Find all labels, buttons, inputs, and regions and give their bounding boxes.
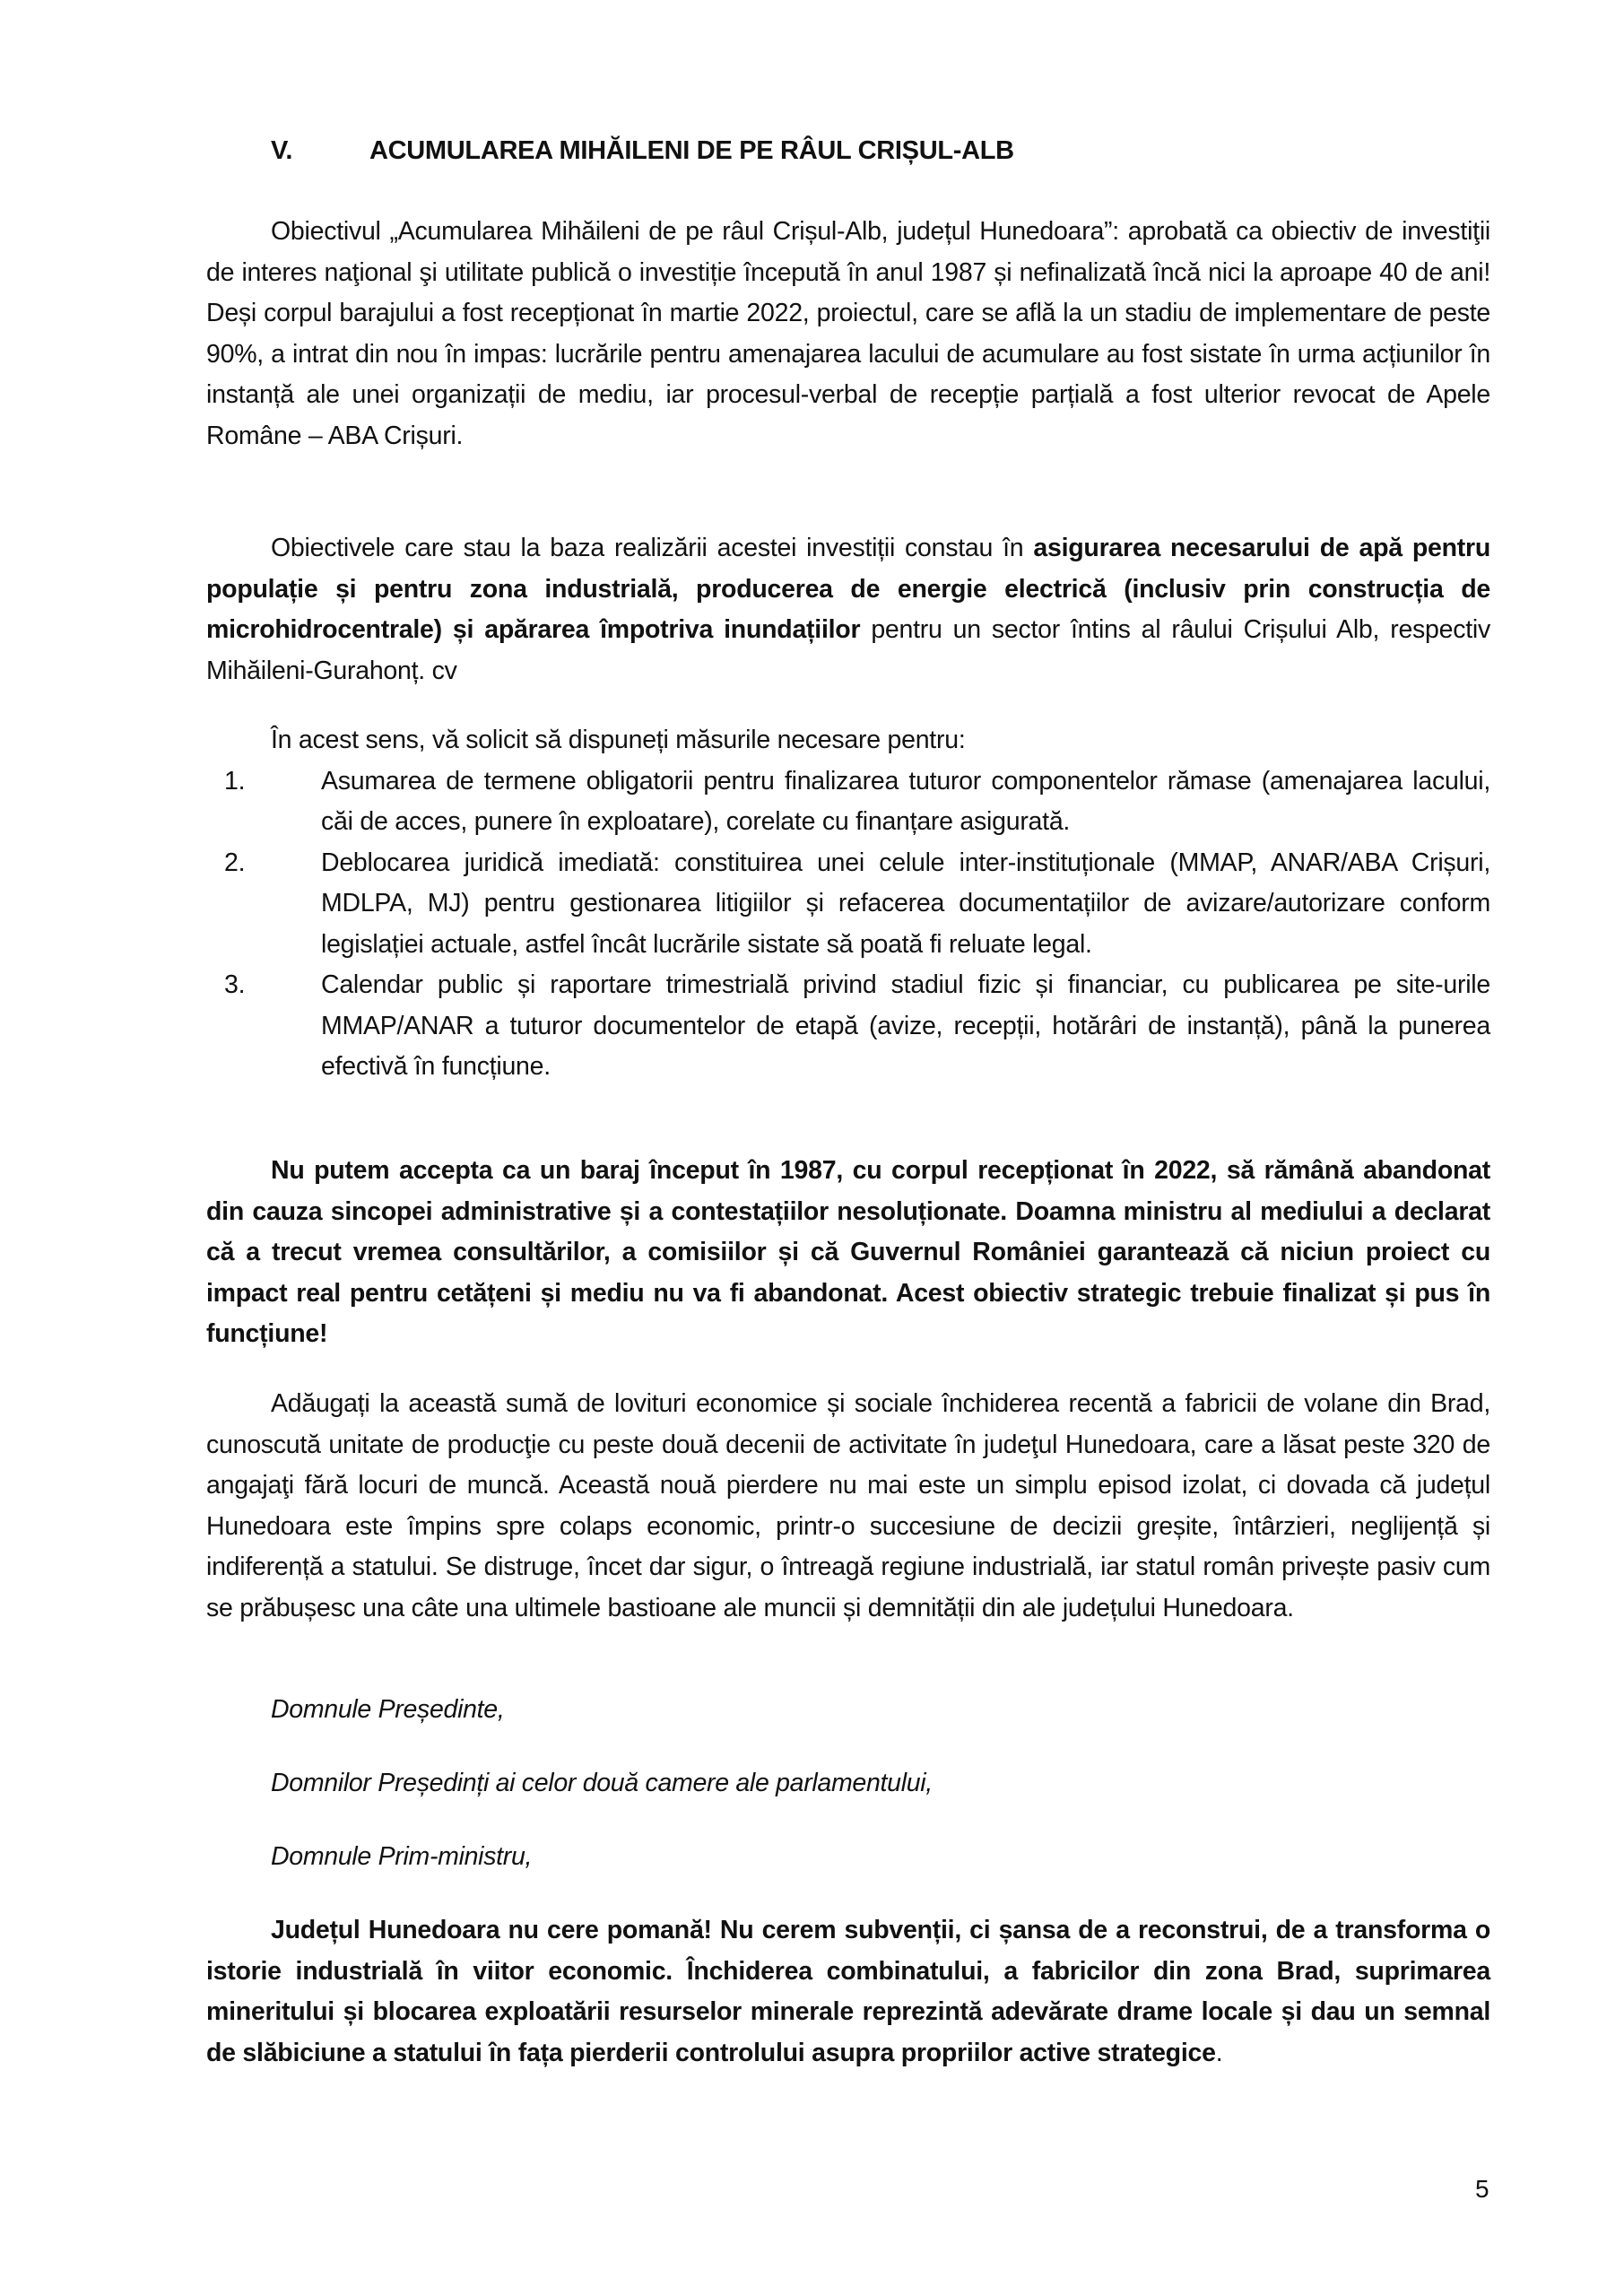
salutation-3	[206, 1837, 1490, 1878]
salutation-2	[206, 1763, 1490, 1805]
list-item-text: Deblocarea juridică imediată: constituirea unei celule inter-instituționale (MMAP, ANAR/ABA Crișuri, MDLPA, MJ) pentru gestionarea litigiilor și refacerea documentațiilor de avizare/autorizare conform legislației actuale, astfel încât lucrările sistate să poată fi reluate legal.	[321, 848, 1490, 959]
request-list-section	[206, 720, 1490, 1088]
paragraph-intro	[206, 212, 1490, 457]
paragraph-text	[206, 528, 1490, 691]
list-intro: În acest sens, vă solicit să dispuneți măsurile necesare pentru:	[271, 726, 966, 754]
section-title: ACUMULAREA MIHĂILENI DE PE RÂUL CRIȘUL-ALB	[369, 136, 1014, 165]
list-item	[206, 843, 1490, 966]
text-normal: .	[1215, 2038, 1223, 2067]
list-item-number: 1.	[224, 766, 246, 796]
salutation-text: Domnule Prim-ministru,	[271, 1842, 533, 1871]
paragraph-closing	[206, 1910, 1490, 2074]
list-item-number: 2.	[224, 848, 246, 877]
salutation-1	[206, 1690, 1490, 1731]
paragraph-text: Nu putem accepta ca un baraj început în 1987, cu corpul recepționat în 2022, să rămână abandonat din cauza sincopei administrative și a contestațiilor nesoluționate. Doamna ministru al mediului a declarat că a trecut vremea consultărilor, a comisiilor și că Guvernul României garantează că niciun proiect cu impact real pentru cetățeni și mediu nu va fi abandonat. Acest obiectiv strategic trebuie finalizat și pus în funcțiune!	[206, 1156, 1490, 1348]
section-heading	[271, 131, 1490, 172]
salutation-text: Domnilor Președinți ai celor două camere ale parlamentului,	[271, 1769, 933, 1797]
text-bold: asigurarea necesarului de apă pentru populație și pentru zona industrială, producerea de energie electrică (inclusiv prin construcția de microhidrocentrale) și apărarea împotriva inundațiilor	[206, 534, 1490, 644]
list-item	[206, 761, 1490, 843]
list-item-text: Calendar public și raportare trimestrială privind stadiul fizic și financiar, cu publicarea pe site-urile MMAP/ANAR a tuturor documentelor de etapă (avize, recepții, hotărâri de instanță), până la punerea efectivă în funcțiune.	[321, 970, 1490, 1081]
paragraph-text	[206, 1910, 1490, 2074]
paragraph-brad-factory	[206, 1384, 1490, 1629]
list-item	[206, 965, 1490, 1088]
text-normal: Obiectivele care stau la baza realizării acestei investiții constau în	[271, 534, 1034, 562]
page-number: 5	[1475, 2175, 1489, 2203]
list-item-text: Asumarea de termene obligatorii pentru finalizarea tuturor componentelor rămase (amenajarea lacului, căi de acces, punere în exploatare), corelate cu finanțare asigurată.	[321, 766, 1490, 836]
paragraph-text: Obiectivul „Acumularea Mihăileni de pe râul Crișul-Alb, județul Hunedoara”: aprobată ca obiectiv de investiţii de interes naţional şi utilitate publică o investiție începută în anul 1987 și nefinalizată încă nici la aproape 40 de ani! Deși corpul barajului a fost recepționat în martie 2022, proiectul, care se află la un stadiu de implementare de peste 90%, a intrat din nou în impas: lucrările pentru amenajarea lacului de acumulare au fost sistate în urma acțiunilor în instanță ale unei organizații de mediu, iar procesul-verbal de recepție parțială a fost ulterior revocat de Apele Române – ABA Crișuri.	[206, 217, 1490, 450]
request-list	[206, 761, 1490, 1088]
list-item-number: 3.	[224, 970, 246, 999]
paragraph-objectives	[206, 528, 1490, 691]
paragraph-statement	[206, 1151, 1490, 1355]
section-number: V.	[271, 136, 293, 165]
text-normal: pentru un sector întins al râului Crișului Alb, respectiv Mihăileni-Gurahonț. cv	[206, 615, 1490, 685]
text-bold: Județul Hunedoara nu cere pomană! Nu cerem subvenții, ci șansa de a reconstrui, de a transforma o istorie industrială în viitor economic. Închiderea combinatului, a fabricilor din zona Brad, suprimarea mineritului și blocarea exploatării resurselor minerale reprezintă adevărate drame locale și dau un semnal de slăbiciune a statului în fața pierderii controlului asupra propriilor active strategice	[206, 1916, 1490, 2067]
paragraph-text: Adăugați la această sumă de lovituri economice și sociale închiderea recentă a fabricii de volane din Brad, cunoscută unitate de producţie cu peste două decenii de activitate în judeţul Hunedoara, care a lăsat peste 320 de angajaţi fără locuri de muncă. Această nouă pierdere nu mai este un simplu episod izolat, ci dovada că județul Hunedoara este împins spre colaps economic, printr-o succesiune de decizii greșite, întârzieri, neglijență și indiferență a statului. Se distruge, încet dar sigur, o întreagă regiune industrială, iar statul român privește pasiv cum se prăbușesc una câte una ultimele bastioane ale muncii și demnității din ale județului Hunedoara.	[206, 1389, 1490, 1622]
salutation-text: Domnule Președinte,	[271, 1695, 505, 1724]
